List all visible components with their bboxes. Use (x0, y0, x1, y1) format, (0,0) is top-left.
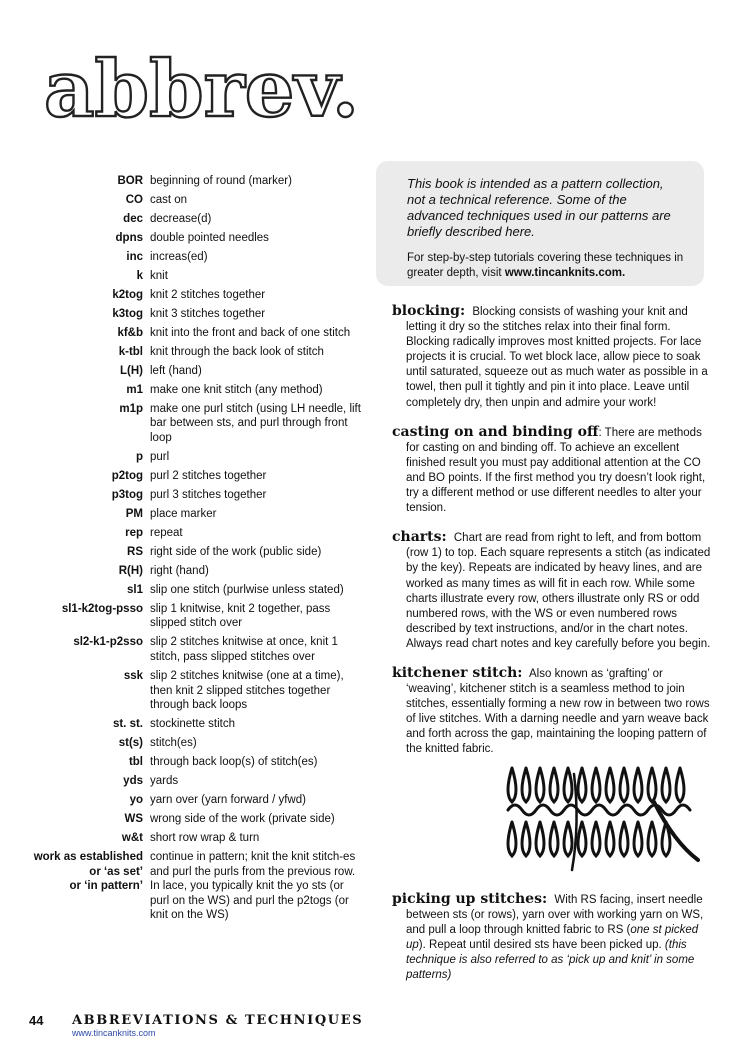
abbreviation-row (20, 526, 365, 541)
abbreviation-definition: knit into the front and back of one stitch (150, 326, 351, 339)
technique-text: With RS facing, insert needle between sts (or rows), yarn over with working yarn on WS, and pull a loop through knitted fabric to RS ( (406, 893, 704, 936)
abbreviation-definition: continue in pattern; knit the knit stitch-es and purl the purls from the previous row. In lace, you typically knit the yo sts (or purl on the WS) and purl the p2togs (or knit on the WS) (150, 851, 356, 922)
abbreviation-term: k3tog (112, 307, 143, 320)
tutorial-note-text: For step-by-step tutorials covering these techniques in greater depth, visit (407, 252, 684, 279)
abbreviation-term: kf&b (117, 326, 143, 339)
abbreviation-row (20, 307, 365, 322)
tutorial-link[interactable]: www.tincanknits.com. (504, 267, 626, 279)
abbreviation-term: yds (123, 775, 143, 788)
abbreviation-term: k-tbl (118, 345, 143, 358)
abbreviation-definition: knit 3 stitches together (150, 307, 266, 320)
abbreviation-row (20, 717, 365, 732)
technique-heading: kitchener stitch: (392, 664, 523, 681)
kitchener-stitch-illustration (504, 762, 700, 874)
abbreviation-term: ssk (123, 670, 143, 683)
abbreviation-definition: yards (150, 775, 179, 788)
abbreviation-term: sl1-k2tog-psso (61, 602, 143, 615)
abbreviation-term: st. st. (112, 718, 143, 731)
abbreviation-row (20, 583, 365, 598)
abbreviation-definition: purl 2 stitches together (150, 469, 267, 482)
abbreviation-definition: slip 2 stitches knitwise (one at a time), then knit 2 slipped stitches together through back loops (150, 670, 344, 712)
abbreviation-definition: left (hand) (150, 364, 202, 377)
abbreviation-row (20, 812, 365, 827)
technique-kitchener (392, 666, 712, 758)
abbreviation-term: WS (124, 813, 143, 826)
abbreviation-row (20, 507, 365, 522)
abbreviation-term: p2tog (111, 469, 143, 482)
abbreviation-term: yo (129, 794, 143, 807)
abbreviation-term: sl1 (127, 583, 143, 596)
abbreviation-row (20, 212, 365, 227)
abbreviation-definition: yarn over (yarn forward / yfwd) (150, 794, 306, 807)
abbreviation-row (20, 269, 365, 284)
abbreviation-row (20, 231, 365, 246)
tutorial-note (407, 251, 684, 281)
abbreviation-row (20, 174, 365, 189)
abbreviation-row (20, 635, 365, 664)
technique-text: Also known as ‘grafting’ or ‘weaving’, kitchener stitch is a seamless method to join stitches, essentially forming a new row in between two rows of live stitches. With a darning needle and yarn weave back and forth across the gap, maintaining the looping pattern of the knitted fabric. (406, 667, 710, 756)
abbreviation-term: m1p (119, 402, 143, 415)
abbreviation-definition: double pointed needles (150, 231, 269, 244)
abbreviation-row (20, 326, 365, 341)
abbreviation-term: work as established or ‘as set’ or ‘in pattern’ (33, 851, 143, 893)
abbreviation-row (20, 736, 365, 751)
abbreviation-definition: decrease(d) (150, 212, 212, 225)
technique-text: : There are methods for casting on and binding off. To achieve an excellent finished result you must pay additional attention at the CO and BO points. If the first method you try doesn’t look right, try a different method or use different needles to alter your tension. (406, 426, 706, 515)
page-number: 44 (29, 1013, 44, 1028)
intro-note-box (376, 161, 704, 286)
abbreviation-definition: through back loop(s) of stitch(es) (150, 756, 318, 769)
technique-heading: charts: (392, 529, 447, 546)
abbreviation-definition: purl 3 stitches together (150, 488, 267, 501)
abbreviation-list (20, 174, 365, 927)
abbreviation-definition: stockinette stitch (150, 718, 236, 731)
abbreviation-definition: knit through the back look of stitch (150, 345, 324, 358)
abbreviation-definition: place marker (150, 507, 217, 520)
footer-url-link[interactable]: www.tincanknits.com (72, 1028, 156, 1038)
abbreviation-definition: repeat (150, 526, 183, 539)
abbreviation-term: st(s) (118, 737, 143, 750)
abbreviation-row (20, 383, 365, 398)
abbreviation-definition: cast on (150, 193, 188, 206)
technique-heading: picking up stitches: (392, 890, 548, 907)
abbreviation-definition: make one knit stitch (any method) (150, 383, 323, 396)
technique-heading: casting on and binding off (392, 423, 599, 440)
abbreviation-row (20, 450, 365, 465)
technique-heading: blocking: (392, 303, 466, 319)
abbreviation-definition: beginning of round (marker) (150, 175, 292, 187)
abbreviation-term: rep (125, 526, 143, 539)
technique-text: Blocking consists of washing your knit and letting it dry so the stitches relax into their final form. Blocking radically improves most knitted projects. For lace projects it is crucial. To wet block lace, allow piece to soak until saturated, squeeze out as much water as possible in a towel, then pull it tightly and pin it into place. Leave until completely dry, then unpin and admire your work! (406, 306, 708, 409)
techniques-column (392, 304, 712, 997)
abbreviation-row (20, 545, 365, 560)
abbreviation-term: dec (123, 212, 143, 225)
technique-text-emphasis: one st picked up (406, 923, 699, 951)
abbreviation-row (20, 755, 365, 770)
abbreviation-row (20, 250, 365, 265)
intro-note-text: This book is intended as a pattern collection, not a technical reference. Some of the advanced techniques used in our patterns are briefly described here. (407, 176, 671, 239)
abbreviation-definition: increas(ed) (150, 250, 208, 263)
abbreviation-term: p (135, 450, 143, 463)
abbreviation-row (20, 288, 365, 303)
technique-text: ). Repeat until desired sts have been picked up. (418, 938, 665, 951)
abbreviation-definition: knit 2 stitches together (150, 288, 266, 301)
page-title-text: abbrev. (44, 44, 359, 135)
technique-picking-up (392, 892, 712, 984)
abbreviation-row (20, 402, 365, 446)
abbreviation-row (20, 774, 365, 789)
abbreviation-row (20, 469, 365, 484)
abbreviation-definition: slip one stitch (purlwise unless stated) (150, 583, 344, 596)
abbreviation-row (20, 602, 365, 631)
abbreviation-term: sl2-k1-p2sso (73, 636, 143, 649)
abbreviation-term: k2tog (112, 288, 143, 301)
abbreviation-term: L(H) (120, 364, 143, 377)
abbreviation-definition: stitch(es) (150, 737, 197, 750)
abbreviation-row (20, 793, 365, 808)
abbreviation-definition: slip 1 knitwise, knit 2 together, pass slipped stitch over (150, 602, 331, 630)
abbreviation-term: p3tog (111, 488, 143, 501)
abbreviation-term: R(H) (118, 564, 143, 577)
abbreviation-definition: slip 2 stitches knitwise at once, knit 1 stitch, pass slipped stitches over (150, 636, 338, 664)
abbreviation-term: BOR (117, 175, 143, 187)
abbreviation-term: m1 (126, 383, 143, 396)
abbreviation-row (20, 488, 365, 503)
page-title (40, 40, 410, 140)
abbreviation-definition: make one purl stitch (using LH needle, lift bar between sts, and purl through front loop (150, 402, 361, 444)
section-title: ABBREVIATIONS & TECHNIQUES (72, 1013, 364, 1028)
abbreviation-definition: wrong side of the work (private side) (150, 813, 335, 826)
abbreviation-row (20, 669, 365, 713)
abbreviation-term: PM (125, 507, 143, 520)
abbreviation-definition: purl (150, 450, 170, 463)
abbreviation-row (20, 364, 365, 379)
technique-blocking (392, 304, 712, 411)
abbreviation-row (20, 850, 365, 923)
technique-text-emphasis: (this technique is also referred to as ‘pick up and knit’ in some patterns) (406, 938, 695, 981)
abbreviation-row (20, 345, 365, 360)
abbreviation-row (20, 193, 365, 208)
abbreviation-term: inc (126, 250, 143, 263)
abbreviation-term: tbl (128, 756, 143, 769)
abbreviation-definition: knit (150, 269, 168, 282)
technique-charts (392, 530, 712, 652)
abbreviation-definition: short row wrap & turn (150, 832, 260, 845)
abbreviation-term: CO (125, 193, 143, 206)
technique-casting (392, 425, 712, 517)
abbreviation-row (20, 564, 365, 579)
abbreviation-definition: right (hand) (150, 564, 209, 577)
abbreviation-row (20, 831, 365, 846)
technique-text: Chart are read from right to left, and from bottom (row 1) to top. Each square represents a stitch (as indicated by the key). Repeats are indicated by heavy lines, and are worked as many times as will fit in each row. While some charts illustrate every row, others illustrate only RS or odd numbered rows, with the WS or even numbered rows described by text instructions, and/or in the chart notes. Always read chart notes and key carefully before you begin. (406, 532, 711, 650)
abbreviation-term: dpns (115, 231, 143, 244)
abbreviation-definition: right side of the work (public side) (150, 545, 322, 558)
abbreviation-term: RS (127, 545, 143, 558)
abbreviation-term: w&t (121, 832, 143, 845)
abbreviation-term: k (136, 269, 143, 282)
